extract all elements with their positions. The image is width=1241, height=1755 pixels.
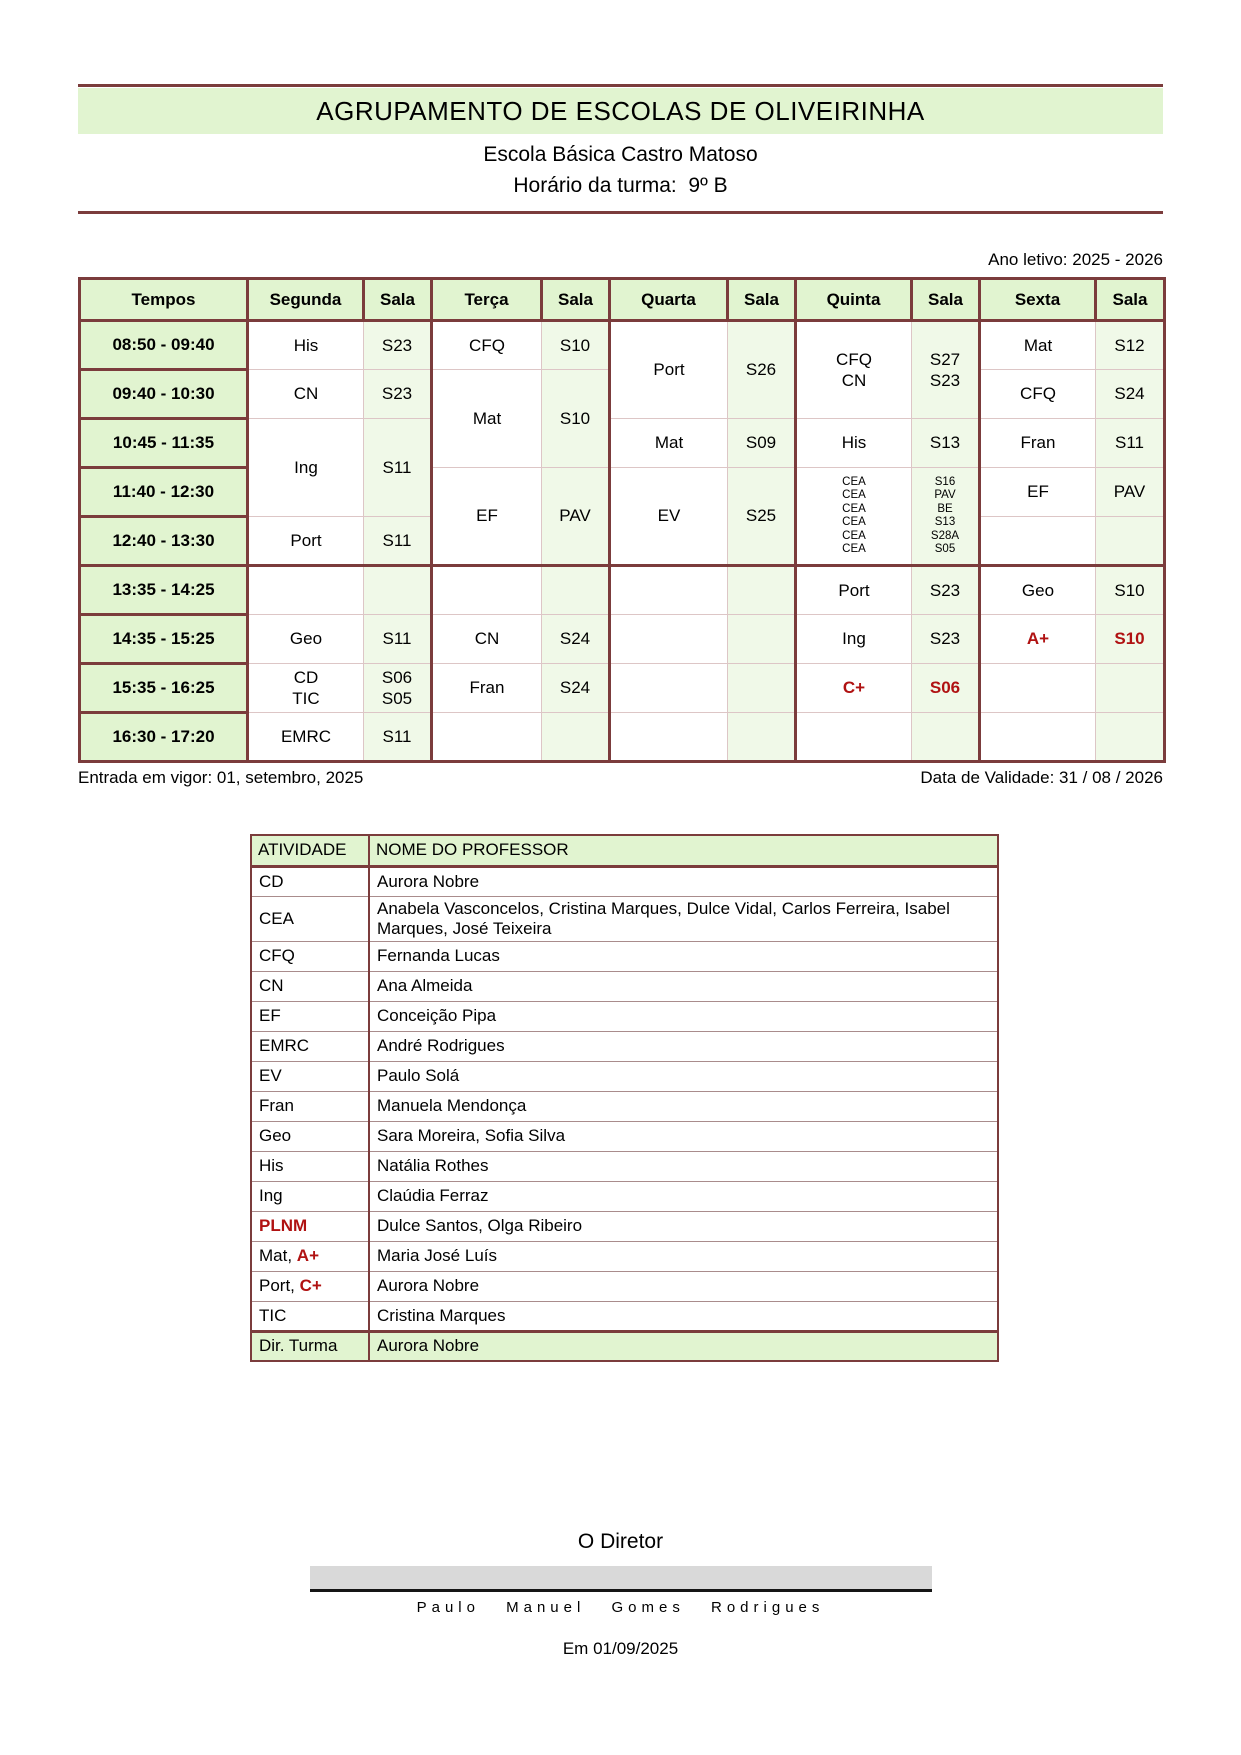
cell-sex-r5-empty: [980, 517, 1096, 566]
sala-qua-r9-empty: [728, 713, 796, 762]
time-slot-7: 14:35 - 15:25: [80, 615, 248, 664]
cell-qui-r12: [796, 321, 912, 419]
sala-ter-r45: PAV: [542, 468, 610, 566]
cell-qua-r7-empty: [610, 615, 728, 664]
cell-ter-r6-empty: [432, 566, 542, 615]
sala-seg-r8: [364, 664, 432, 713]
validity-date-label: Data de Validade: 31 / 08 / 2026: [920, 768, 1163, 787]
teacher-name-cell: Aurora Nobre: [369, 1271, 998, 1301]
sala-sex-r7: S10: [1096, 615, 1165, 664]
signature-area: [310, 1566, 932, 1592]
col-header-sala-1: Sala: [364, 279, 432, 321]
cell-seg-r9: EMRC: [248, 713, 364, 762]
teacher-name-cell: Ana Almeida: [369, 971, 998, 1001]
time-slot-9: 16:30 - 17:20: [80, 713, 248, 762]
activity-cell: EV: [251, 1061, 369, 1091]
activity-cell: [251, 1211, 369, 1241]
cell-sex-r1: Mat: [980, 321, 1096, 370]
cell-qui-r45-cea: [796, 468, 912, 566]
cplus-red-label: C+: [299, 1276, 322, 1295]
sala-qua-r8-empty: [728, 664, 796, 713]
signature-date: Em 01/09/2025: [562, 1639, 679, 1658]
sala-sex-r1: S12: [1096, 321, 1165, 370]
sala-qui-r45: [912, 468, 980, 566]
cell-seg-r5: Port: [248, 517, 364, 566]
timetable: [78, 277, 1166, 763]
teacher-name-cell: Natália Rothes: [369, 1151, 998, 1181]
cell-ter-r45: EF: [432, 468, 542, 566]
school-group-title: AGRUPAMENTO DE ESCOLAS DE OLIVEIRINHA: [78, 88, 1163, 134]
timetable-row-6: [80, 566, 1165, 615]
cell-sex-r8-empty: [980, 664, 1096, 713]
col-header-sala-3: Sala: [728, 279, 796, 321]
cell-qua-r12: Port: [610, 321, 728, 419]
cea-line-1: CEA: [842, 475, 866, 488]
sala-qui-r12: [912, 321, 980, 419]
sala-qua-r3: S09: [728, 419, 796, 468]
teachers-table: [250, 834, 999, 1362]
cell-seg-r1: His: [248, 321, 364, 370]
cea-sala-5: S28A: [930, 529, 960, 542]
activity-cell: EF: [251, 1001, 369, 1031]
time-slot-1: 08:50 - 09:40: [80, 321, 248, 370]
cell-sex-r3: Fran: [980, 419, 1096, 468]
cell-seg-r8-line2: TIC: [292, 689, 320, 708]
teacher-row-fran: [251, 1091, 998, 1121]
timetable-row-8: [80, 664, 1165, 713]
teacher-row-ing: [251, 1181, 998, 1211]
cell-qui-r6: Port: [796, 566, 912, 615]
sala-qua-r7-empty: [728, 615, 796, 664]
activity-cell: Mat, A+: [251, 1241, 369, 1271]
teacher-row-geo: [251, 1121, 998, 1151]
signature-block: [78, 1530, 1163, 1659]
cell-seg-r2: CN: [248, 370, 364, 419]
activity-column-header: ATIVIDADE: [251, 835, 369, 866]
sala-seg-r7: S11: [364, 615, 432, 664]
cell-qua-r3: Mat: [610, 419, 728, 468]
teacher-row-his: [251, 1151, 998, 1181]
sala-qui-r7: S23: [912, 615, 980, 664]
sala-qua-r6-empty: [728, 566, 796, 615]
teacher-row-plnm: [251, 1211, 998, 1241]
activity-cell: EMRC: [251, 1031, 369, 1061]
sala-qui-r12-line2: S23: [929, 371, 961, 390]
cell-ter-r7: CN: [432, 615, 542, 664]
col-header-quinta: Quinta: [796, 279, 912, 321]
sala-seg-r8-line2: S05: [381, 689, 413, 708]
timetable-header-row: [80, 279, 1165, 321]
cea-line-6: CEA: [842, 543, 866, 555]
cea-sala-4: S13: [934, 516, 956, 528]
sala-sex-r8-empty: [1096, 664, 1165, 713]
cell-qua-r9-empty: [610, 713, 728, 762]
activity-cell: Fran: [251, 1091, 369, 1121]
cea-sala-2: PAV: [934, 489, 956, 501]
teacher-name-column-header: NOME DO PROFESSOR: [369, 835, 998, 866]
sala-qui-r8: S06: [912, 664, 980, 713]
time-slot-4: 11:40 - 12:30: [80, 468, 248, 517]
cell-qui-r12-line1: CFQ: [836, 350, 872, 369]
teacher-name-cell: Manuela Mendonça: [369, 1091, 998, 1121]
director-name: Paulo Manuel Gomes Rodrigues: [416, 1599, 825, 1616]
cell-qui-r9-empty: [796, 713, 912, 762]
sala-sex-r4: PAV: [1096, 468, 1165, 517]
activity-cell: CEA: [251, 896, 369, 941]
cell-qui-r12-line2: CN: [841, 371, 867, 390]
teacher-name-cell: Conceição Pipa: [369, 1001, 998, 1031]
cell-ter-r9-empty: [432, 713, 542, 762]
sala-qua-r45: S25: [728, 468, 796, 566]
activity-cell: Port, C+: [251, 1271, 369, 1301]
col-header-sala-4: Sala: [912, 279, 980, 321]
header-bottom-rule: [78, 211, 1163, 214]
teacher-row-cfq: [251, 941, 998, 971]
cell-sex-r9-empty: [980, 713, 1096, 762]
timetable-row-3: [80, 419, 1165, 468]
cell-qua-r6-empty: [610, 566, 728, 615]
teacher-row-port-cplus: [251, 1271, 998, 1301]
sala-qui-r9-empty: [912, 713, 980, 762]
sala-sex-r3: S11: [1096, 419, 1165, 468]
teacher-name-cell: André Rodrigues: [369, 1031, 998, 1061]
director-title: O Diretor: [577, 1530, 664, 1553]
top-rule: [78, 84, 1163, 87]
cea-line-3: CEA: [842, 502, 866, 515]
teachers-header-row: [251, 835, 998, 866]
cell-seg-r8-line1: CD: [293, 668, 319, 687]
activity-cell: CFQ: [251, 941, 369, 971]
timetable-row-4: [80, 468, 1165, 517]
timetable-footer: [78, 768, 1163, 788]
cell-ter-r8: Fran: [432, 664, 542, 713]
cell-qua-r8-empty: [610, 664, 728, 713]
cea-line-5: CEA: [842, 529, 866, 542]
cea-sala-6: S05: [934, 543, 956, 555]
col-header-tempos: Tempos: [80, 279, 248, 321]
teacher-name-cell: Sara Moreira, Sofia Silva: [369, 1121, 998, 1151]
school-year-label: Ano letivo: 2025 - 2026: [988, 250, 1163, 269]
sala-qua-r12: S26: [728, 321, 796, 419]
teacher-name-cell: Paulo Solá: [369, 1061, 998, 1091]
sala-seg-r2: S23: [364, 370, 432, 419]
teacher-row-cd: [251, 866, 998, 896]
sala-seg-r8-line1: S06: [381, 668, 413, 687]
plnm-red-label: PLNM: [259, 1216, 308, 1235]
teacher-name-cell: Anabela Vasconcelos, Cristina Marques, Dulce Vidal, Carlos Ferreira, Isabel Marques, José Teixeira: [369, 896, 998, 941]
activity-cell: Geo: [251, 1121, 369, 1151]
teacher-row-tic: [251, 1301, 998, 1331]
teacher-row-dir-turma: [251, 1331, 998, 1361]
sala-qui-r12-line1: S27: [929, 350, 961, 369]
cell-sex-r7-aplus: A+: [980, 615, 1096, 664]
teacher-name-cell: Cristina Marques: [369, 1301, 998, 1331]
sala-seg-r34: S11: [364, 419, 432, 517]
time-slot-6: 13:35 - 14:25: [80, 566, 248, 615]
teacher-row-mat-aplus: [251, 1241, 998, 1271]
timetable-row-1: [80, 321, 1165, 370]
col-header-sala-2: Sala: [542, 279, 610, 321]
cell-qua-r45: EV: [610, 468, 728, 566]
effective-date-label: Entrada em vigor: 01, setembro, 2025: [78, 768, 364, 787]
teacher-name-cell: Maria José Luís: [369, 1241, 998, 1271]
sala-sex-r5-empty: [1096, 517, 1165, 566]
teacher-row-cea: [251, 896, 998, 941]
teacher-row-emrc: [251, 1031, 998, 1061]
cell-ter-r23: Mat: [432, 370, 542, 468]
cell-qui-r8-cplus: C+: [796, 664, 912, 713]
school-name: Escola Básica Castro Matoso: [483, 143, 758, 166]
cell-seg-r8: [248, 664, 364, 713]
activity-cell: His: [251, 1151, 369, 1181]
cell-seg-r6-empty: [248, 566, 364, 615]
sala-seg-r1: S23: [364, 321, 432, 370]
activity-cell: Ing: [251, 1181, 369, 1211]
sala-ter-r23: S10: [542, 370, 610, 468]
sala-seg-r5: S11: [364, 517, 432, 566]
sala-sex-r2: S24: [1096, 370, 1165, 419]
sala-ter-r8: S24: [542, 664, 610, 713]
activity-cell: CN: [251, 971, 369, 1001]
teacher-row-cn: [251, 971, 998, 1001]
class-schedule-title: Horário da turma: 9º B: [513, 174, 728, 197]
teacher-name-cell: Dulce Santos, Olga Ribeiro: [369, 1211, 998, 1241]
cell-qui-r3: His: [796, 419, 912, 468]
time-slot-2: 09:40 - 10:30: [80, 370, 248, 419]
col-header-terca: Terça: [432, 279, 542, 321]
cea-sala-3: BE: [937, 502, 953, 515]
cea-line-4: CEA: [842, 516, 866, 528]
col-header-sexta: Sexta: [980, 279, 1096, 321]
cell-seg-r7: Geo: [248, 615, 364, 664]
sala-ter-r6-empty: [542, 566, 610, 615]
col-header-quarta: Quarta: [610, 279, 728, 321]
sala-ter-r9-empty: [542, 713, 610, 762]
col-header-segunda: Segunda: [248, 279, 364, 321]
timetable-row-7: [80, 615, 1165, 664]
sala-qui-r6: S23: [912, 566, 980, 615]
sala-ter-r1: S10: [542, 321, 610, 370]
time-slot-8: 15:35 - 16:25: [80, 664, 248, 713]
teacher-row-ev: [251, 1061, 998, 1091]
activity-cell: CD: [251, 866, 369, 896]
cea-sala-1: S16: [934, 475, 956, 488]
sala-ter-r7: S24: [542, 615, 610, 664]
teacher-row-ef: [251, 1001, 998, 1031]
sala-seg-r6-empty: [364, 566, 432, 615]
aplus-red-label: A+: [296, 1246, 320, 1265]
activity-cell: TIC: [251, 1301, 369, 1331]
cell-sex-r2: CFQ: [980, 370, 1096, 419]
cell-sex-r6: Geo: [980, 566, 1096, 615]
teacher-name-cell: Fernanda Lucas: [369, 941, 998, 971]
sala-sex-r6: S10: [1096, 566, 1165, 615]
teacher-name-cell: Claúdia Ferraz: [369, 1181, 998, 1211]
cell-sex-r4: EF: [980, 468, 1096, 517]
col-header-sala-5: Sala: [1096, 279, 1165, 321]
sala-qui-r3: S13: [912, 419, 980, 468]
cell-qui-r7: Ing: [796, 615, 912, 664]
sala-sex-r9-empty: [1096, 713, 1165, 762]
time-slot-5: 12:40 - 13:30: [80, 517, 248, 566]
activity-cell: Dir. Turma: [251, 1331, 369, 1361]
time-slot-3: 10:45 - 11:35: [80, 419, 248, 468]
sala-seg-r9: S11: [364, 713, 432, 762]
teacher-name-cell: Aurora Nobre: [369, 1331, 998, 1361]
cea-line-2: CEA: [842, 489, 866, 501]
cell-ter-r1: CFQ: [432, 321, 542, 370]
teacher-name-cell: Aurora Nobre: [369, 866, 998, 896]
cell-seg-r34: Ing: [248, 419, 364, 517]
timetable-row-9: [80, 713, 1165, 762]
